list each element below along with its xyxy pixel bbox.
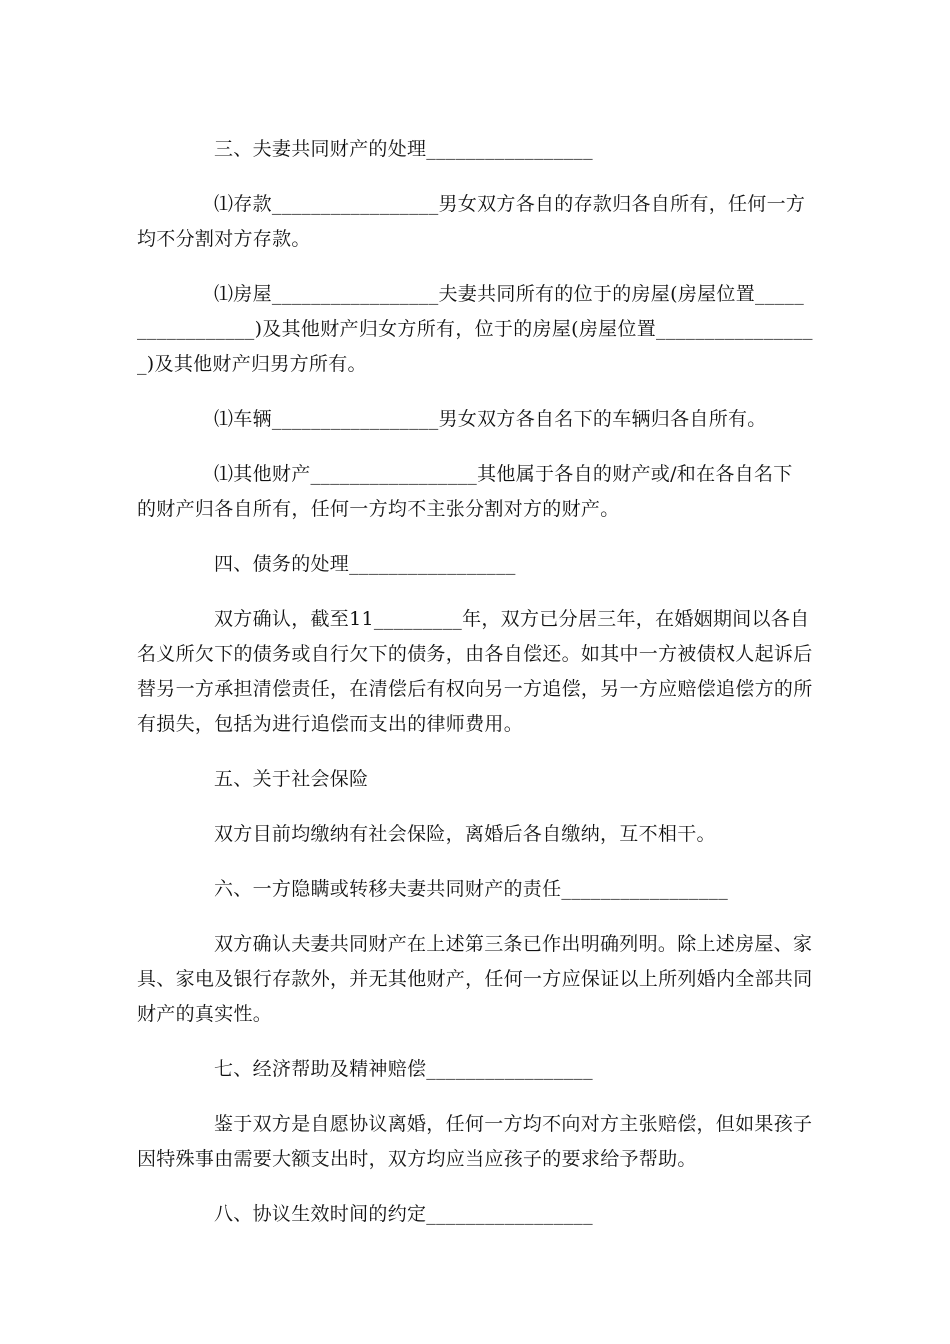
house-clause: ⑴房屋_________________夫妻共同所有的位于的房屋(房屋位置_____	[214, 283, 805, 305]
concealment-paragraph-line-2: 具、家电及银行存款外，并无其他财产，任何一方应保证以上所列婚内全部共同	[137, 968, 813, 990]
section-4-heading: 四、债务的处理_________________	[214, 553, 516, 575]
deposit-clause-cont: 均不分割对方存款。	[137, 228, 311, 250]
other-property-clause: ⑴其他财产_________________其他属于各自的财产或/和在各自名下	[214, 463, 793, 485]
section-3-heading: 三、夫妻共同财产的处理_________________	[214, 138, 593, 160]
concealment-paragraph-line-3: 财产的真实性。	[137, 1003, 273, 1025]
house-clause-cont-2: _)及其他财产归男方所有。	[137, 353, 367, 375]
debt-paragraph-line-1: 双方确认，截至11_________年，双方已分居三年，在婚姻期间以各自	[214, 608, 810, 630]
deposit-clause: ⑴存款_________________男女双方各自的存款归各自所有，任何一方	[214, 193, 806, 215]
section-6-heading: 六、一方隐瞒或转移夫妻共同财产的责任_________________	[214, 878, 729, 900]
insurance-paragraph: 双方目前均缴纳有社会保险，离婚后各自缴纳，互不相干。	[214, 823, 716, 845]
debt-paragraph-line-3: 替另一方承担清偿责任，在清偿后有权向另一方追偿，另一方应赔偿追偿方的所	[137, 678, 813, 700]
house-clause-cont-1: ____________)及其他财产归女方所有，位于的房屋(房屋位置________________	[137, 318, 813, 340]
debt-paragraph-line-4: 有损失，包括为进行追偿而支出的律师费用。	[137, 713, 524, 735]
section-7-heading: 七、经济帮助及精神赔偿_________________	[214, 1058, 593, 1080]
compensation-paragraph-line-1: 鉴于双方是自愿协议离婚，任何一方均不向对方主张赔偿，但如果孩子	[214, 1113, 813, 1135]
vehicle-clause: ⑴车辆_________________男女双方各自名下的车辆归各自所有。	[214, 408, 767, 430]
section-8-heading: 八、协议生效时间的约定_________________	[214, 1203, 593, 1225]
concealment-paragraph-line-1: 双方确认夫妻共同财产在上述第三条已作出明确列明。除上述房屋、家	[214, 933, 813, 955]
section-5-heading: 五、关于社会保险	[214, 768, 369, 790]
compensation-paragraph-line-2: 因特殊事由需要大额支出时，双方均应当应孩子的要求给予帮助。	[137, 1148, 697, 1170]
debt-paragraph-line-2: 名义所欠下的债务或自行欠下的债务，由各自偿还。如其中一方被债权人起诉后	[137, 643, 813, 665]
other-property-clause-cont: 的财产归各自所有，任何一方均不主张分割对方的财产。	[137, 498, 620, 520]
